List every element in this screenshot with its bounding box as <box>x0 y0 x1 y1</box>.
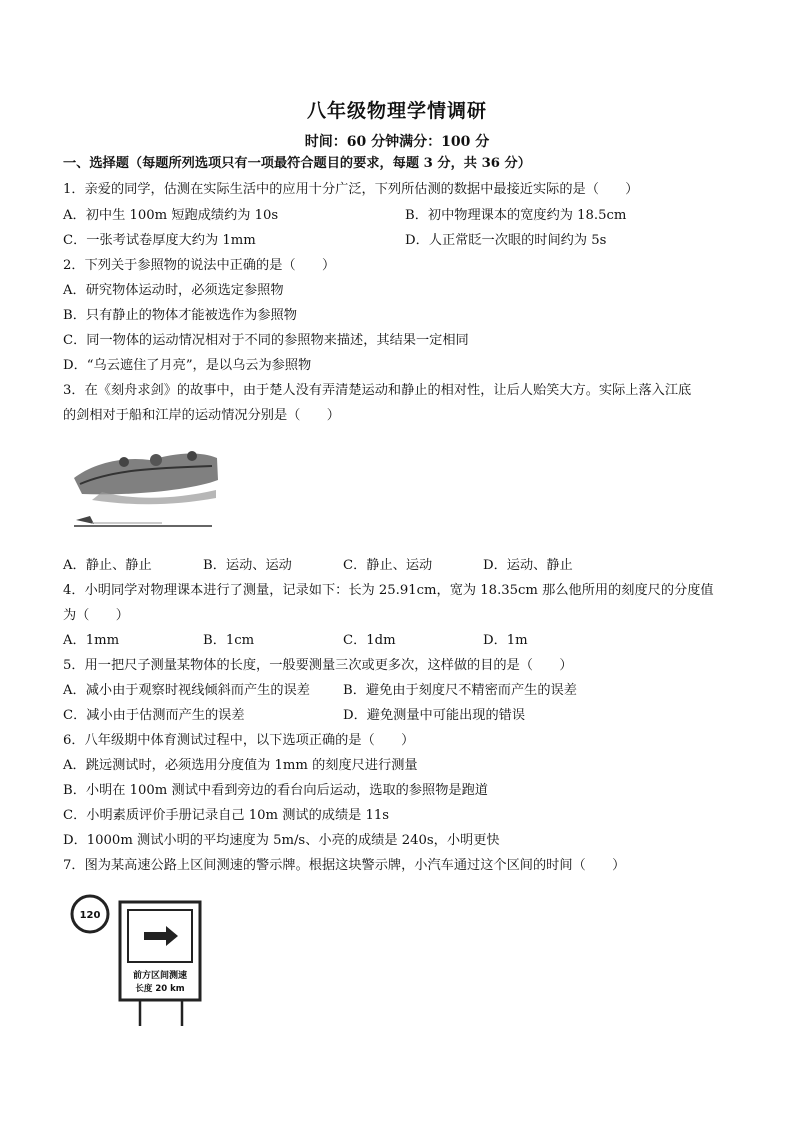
question-5-options-row1 <box>63 682 577 700</box>
question-4-option-b: B．1cm <box>203 633 255 648</box>
question-2-option-c: C．同一物体的运动情况相对于不同的参照物来描述，其结果一定相同 <box>63 333 469 348</box>
question-3-stem-line1: 3．在《刻舟求剑》的故事中，由于楚人没有弄清楚运动和静止的相对性，让后人贻笑大方。实际上落入江底 <box>63 383 692 398</box>
boat-river-figure <box>72 440 222 532</box>
page-title: 八年级物理学情调研 <box>306 100 487 122</box>
question-2-option-b: B．只有静止的物体才能被选作为参照物 <box>63 308 297 323</box>
question-6-option-d: D．1000m 测试小明的平均速度为 5m/s、小亮的成绩是 240s，小明更快 <box>63 833 500 848</box>
question-4-stem-line2: 为（ ） <box>63 608 129 623</box>
question-5-options-row2 <box>63 707 526 725</box>
question-5-option-b: B．避免由于刻度尺不精密而产生的误差 <box>343 683 577 698</box>
question-2-option-a: A．研究物体运动时，必须选定参照物 <box>63 283 284 298</box>
question-4-options <box>63 632 528 650</box>
question-2-stem: 2．下列关于参照物的说法中正确的是（ ） <box>63 258 336 273</box>
question-1-option-a: A．初中生 100m 短跑成绩约为 10s <box>63 208 279 223</box>
question-3-option-d: D．运动、静止 <box>483 558 573 573</box>
question-1-option-b: B．初中物理课本的宽度约为 18.5cm <box>405 208 627 223</box>
question-5-option-a: A．减小由于观察时视线倾斜而产生的误差 <box>63 683 310 698</box>
question-3-option-a: A．静止、静止 <box>63 558 152 573</box>
question-3-stem-line2: 的剑相对于船和江岸的运动情况分别是（ ） <box>63 408 340 423</box>
question-1-option-c: C．一张考试卷厚度大约为 1mm <box>63 233 256 248</box>
question-1-options-row1 <box>63 207 627 225</box>
question-1-options-row2 <box>63 232 607 250</box>
sign-text-line1: 前方区间测速 <box>132 971 188 981</box>
section-heading: 一、选择题（每题所列选项只有一项最符合题目的要求，每题 3 分，共 36 分） <box>63 156 531 171</box>
speed-limit-text: 120 <box>79 910 101 921</box>
question-5-stem: 5．用一把尺子测量某物体的长度，一般要测量三次或更多次，这样做的目的是（ ） <box>63 658 573 673</box>
question-3-option-b: B．运动、运动 <box>203 558 292 573</box>
question-5-option-d: D．避免测量中可能出现的错误 <box>343 708 526 723</box>
question-6-stem: 6．八年级期中体育测试过程中，以下选项正确的是（ ） <box>63 733 415 748</box>
question-6-option-b: B．小明在 100m 测试中看到旁边的看台向后运动，选取的参照物是跑道 <box>63 783 488 798</box>
question-4-option-d: D．1m <box>483 633 528 648</box>
question-3-options <box>63 557 573 575</box>
question-4-stem-line1: 4．小明同学对物理课本进行了测量，记录如下：长为 25.91cm，宽为 18.35cm 那么他所用的刻度尺的分度值 <box>63 583 714 598</box>
question-1-stem: 1．亲爱的同学，估测在实际生活中的应用十分广泛，下列所估测的数据中最接近实际的是（ ） <box>63 182 639 197</box>
exam-time-info: 时间：60 分钟满分：100 分 <box>304 134 490 150</box>
question-1-option-d: D．人正常眨一次眼的时间约为 5s <box>405 233 607 248</box>
question-7-stem: 7．图为某高速公路上区间测速的警示牌。根据这块警示牌，小汽车通过这个区间的时间（ ） <box>63 858 626 873</box>
question-2-option-d: D．“乌云遮住了月亮”，是以乌云为参照物 <box>63 358 312 373</box>
question-5-option-c: C．减小由于估测而产生的误差 <box>63 708 245 723</box>
question-3-option-c: C．静止、运动 <box>343 558 433 573</box>
question-6-option-a: A．跳远测试时，必须选用分度值为 1mm 的刻度尺进行测量 <box>63 758 418 773</box>
question-6-option-c: C．小明素质评价手册记录自己 10m 测试的成绩是 11s <box>63 808 390 823</box>
speed-zone-sign-figure <box>66 890 216 1030</box>
question-4-option-a: A．1mm <box>63 633 120 648</box>
sign-text-line2: 长度 20 km <box>135 984 185 994</box>
question-4-option-c: C．1dm <box>343 633 396 648</box>
